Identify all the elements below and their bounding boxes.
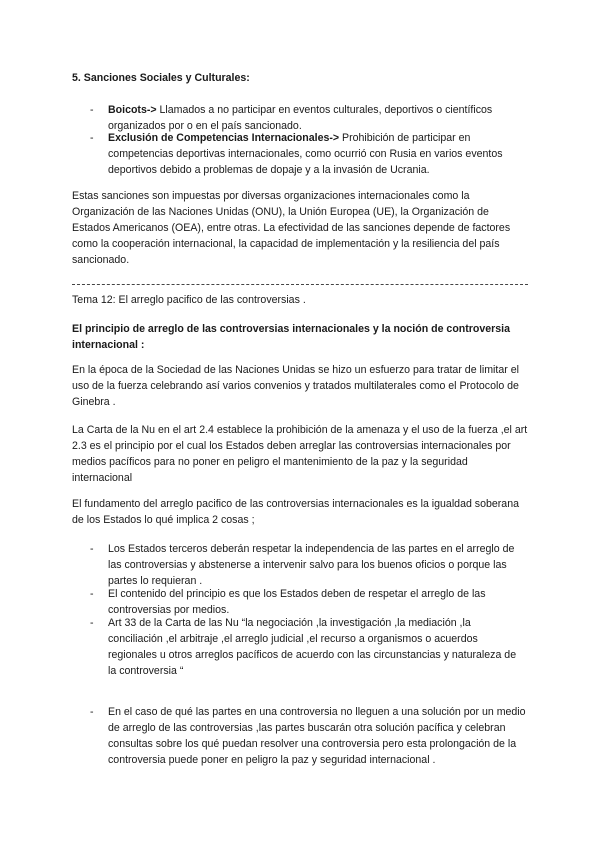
paragraph: En la época de la Sociedad de las Naciones Unidas se hizo un esfuerzo para tratar de limitar el uso de la fuerza celebrando así varios convenios y tratados multilaterales como el Protocolo de Ginebra . — [72, 364, 519, 408]
divider — [72, 284, 528, 285]
section-heading: 5. Sanciones Sociales y Culturales: — [72, 72, 250, 84]
list-dash: - — [90, 617, 94, 629]
list-item: Art 33 de la Carta de las Nu “la negociación ,la investigación ,la mediación ,la conciliación ,el arbitraje ,el arreglo judicial ,el recurso a organismos o acuerdos regionales u otros arreglos pacíficos de acuerdo con las circunstancias y naturaleza de la controversia “ — [108, 617, 517, 677]
list-dash: - — [90, 543, 94, 555]
list-item-term: Boicots-> — [108, 104, 157, 116]
list-item-text: Prohibición de participar en competencias deportivas internacionales, como ocurrió con Rusia en varios eventos deportivos debido a problemas de dopaje y a la invasión de Ucrania. — [108, 132, 503, 176]
paragraph: Estas sanciones son impuestas por diversas organizaciones internacionales como la Organización de las Naciones Unidas (ONU), la Unión Europea (UE), la Organización de Estados Americanos (OEA), entre otras. La efectividad de las sanciones depende de factores como la cooperación internacional, la capacidad de implementación y la resiliencia del país sancionado. — [72, 190, 511, 266]
list-item — [108, 130, 526, 178]
list-dash: - — [90, 132, 94, 144]
list-item: El contenido del principio es que los Estados deben de respetar el arreglo de las controversias por medios. — [108, 588, 486, 616]
tema-title: Tema 12: El arreglo pacifico de las controversias . — [72, 294, 306, 306]
list-dash: - — [90, 588, 94, 600]
list-item-text: Llamados a no participar en eventos culturales, deportivos o científicos organizados por o en el país sancionado. — [108, 104, 493, 132]
list-item: En el caso de qué las partes en una controversia no lleguen a una solución por un medio de arreglo de las controversias ,las partes buscarán otra solución pacífica y celebran consultas sobre los qué puedan resolver una controversia pero esta prolongación de la controversia puede poner en peligro la paz y seguridad internacional . — [108, 706, 526, 766]
subheading: El principio de arreglo de las controversias internacionales y la noción de controversia internacional : — [72, 323, 511, 351]
list-dash: - — [90, 104, 94, 116]
paragraph: La Carta de la Nu en el art 2.4 establece la prohibición de la amenaza y el uso de la fuerza ,el art 2.3 es el principio por el cual los Estados deben arreglar las controversias internacionales por medios pacíficos para no poner en peligro el mantenimiento de la paz y la seguridad internacional — [72, 424, 528, 484]
list-item-term: Exclusión de Competencias Internacionales-> — [108, 132, 340, 144]
paragraph: El fundamento del arreglo pacifico de las controversias internacionales es la igualdad soberana de los Estados lo qué implica 2 cosas ; — [72, 498, 519, 526]
list-dash: - — [90, 706, 94, 718]
list-item: Los Estados terceros deberán respetar la independencia de las partes en el arreglo de las controversias y abstenerse a intervenir salvo para los buenos oficios o porque las partes lo requieran . — [108, 543, 515, 587]
